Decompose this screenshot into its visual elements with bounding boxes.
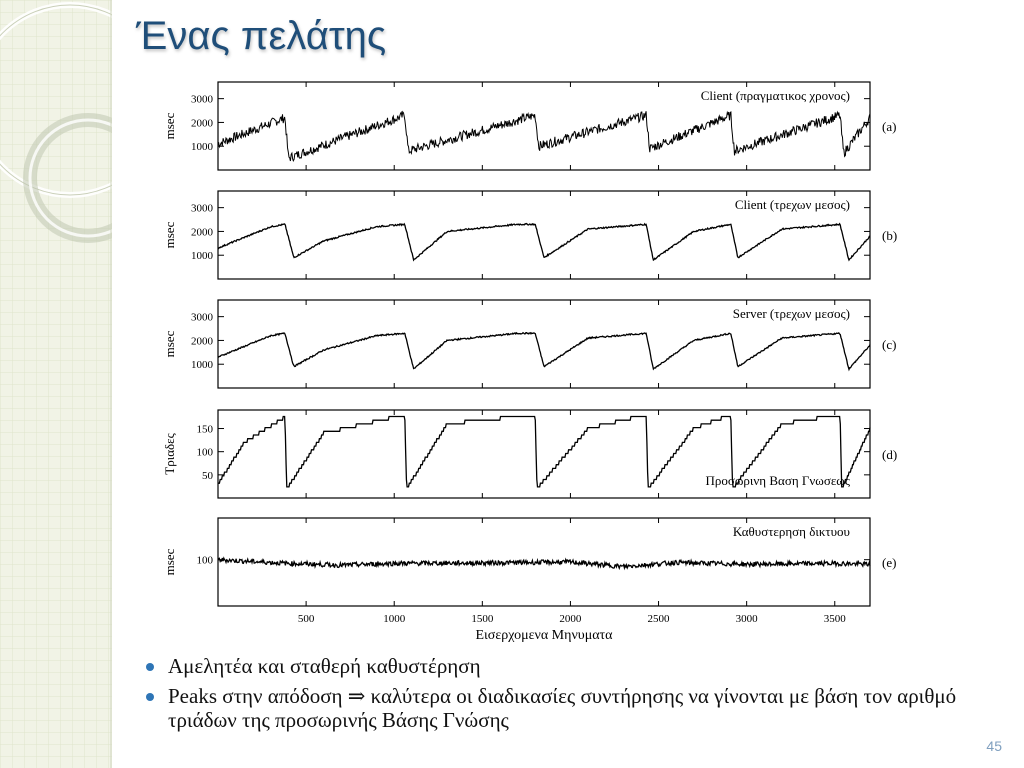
- series-line: [218, 333, 870, 370]
- y-axis-label: msec: [162, 221, 177, 249]
- panel-label: Καθυστερηση δικτυου: [732, 524, 850, 539]
- y-tick-label: 100: [196, 446, 213, 459]
- y-axis-label: msec: [162, 548, 177, 576]
- chart-panel: [162, 82, 896, 170]
- x-tick-label: 1500: [471, 613, 494, 625]
- series-line: [218, 558, 870, 568]
- y-tick-label: 3000: [191, 93, 213, 106]
- chart-panel: [162, 518, 896, 643]
- chart-panel: [162, 410, 897, 498]
- chart-panel: [162, 191, 897, 279]
- y-tick-label: 1000: [191, 250, 213, 263]
- x-tick-label: 3000: [735, 613, 758, 625]
- panel-tag: (c): [882, 337, 897, 352]
- series-line: [218, 111, 870, 161]
- y-tick-label: 50: [202, 469, 213, 482]
- x-tick-label: 500: [297, 613, 315, 625]
- bullet-item: [140, 684, 990, 732]
- panel-label: Client (τρεχων μεσος): [734, 197, 850, 212]
- bullet-text: Αμελητέα και σταθερή καθυστέρηση: [168, 654, 481, 678]
- bullet-icon: [146, 663, 154, 671]
- y-tick-label: 2000: [191, 117, 213, 130]
- decorative-sidebar: [0, 0, 112, 768]
- y-tick-label: 1000: [191, 359, 213, 372]
- bullet-item: [140, 654, 990, 678]
- chart-panel: [162, 300, 896, 388]
- panel-tag: (a): [882, 119, 897, 134]
- panel-label: Server (τρεχων μεσος): [732, 306, 850, 321]
- x-tick-label: 2000: [559, 613, 582, 625]
- y-tick-label: 3000: [191, 202, 213, 215]
- panel-tag: (e): [882, 555, 897, 570]
- y-tick-label: 150: [196, 423, 213, 436]
- bullet-list: [140, 654, 990, 738]
- page-number: 45: [986, 738, 1002, 754]
- panel-tag: (d): [882, 447, 898, 462]
- x-tick-label: 3500: [823, 613, 846, 625]
- y-tick-label: 3000: [191, 311, 213, 324]
- x-tick-label: 2500: [647, 613, 670, 625]
- panel-tag: (b): [882, 228, 898, 243]
- y-axis-label: msec: [162, 330, 177, 358]
- y-tick-label: 2000: [191, 226, 213, 239]
- y-tick-label: 2000: [191, 335, 213, 348]
- slide-title: Ένας πελάτης: [136, 14, 387, 58]
- y-axis-label: Τριαδες: [162, 433, 177, 475]
- panel-label: Client (πραγματικος χρονος): [700, 88, 850, 103]
- bullet-icon: [146, 693, 154, 701]
- y-axis-label: msec: [162, 112, 177, 140]
- series-line: [218, 224, 870, 260]
- x-axis-label: Εισερχομενα Μηνυματα: [475, 628, 613, 643]
- latency-figure: [150, 78, 910, 653]
- y-tick-label: 100: [196, 554, 213, 567]
- x-tick-label: 1000: [383, 613, 406, 625]
- panel-label: Προσωρινη Βαση Γνωσεως: [705, 473, 850, 488]
- y-tick-label: 1000: [191, 141, 213, 154]
- bullet-text: Peaks στην απόδοση ⇒ καλύτερα οι διαδικασίες συντήρησης να γίνονται με βάση τον αριθμό τριάδων της προσωρινής Βάσης Γνώσης: [168, 684, 957, 732]
